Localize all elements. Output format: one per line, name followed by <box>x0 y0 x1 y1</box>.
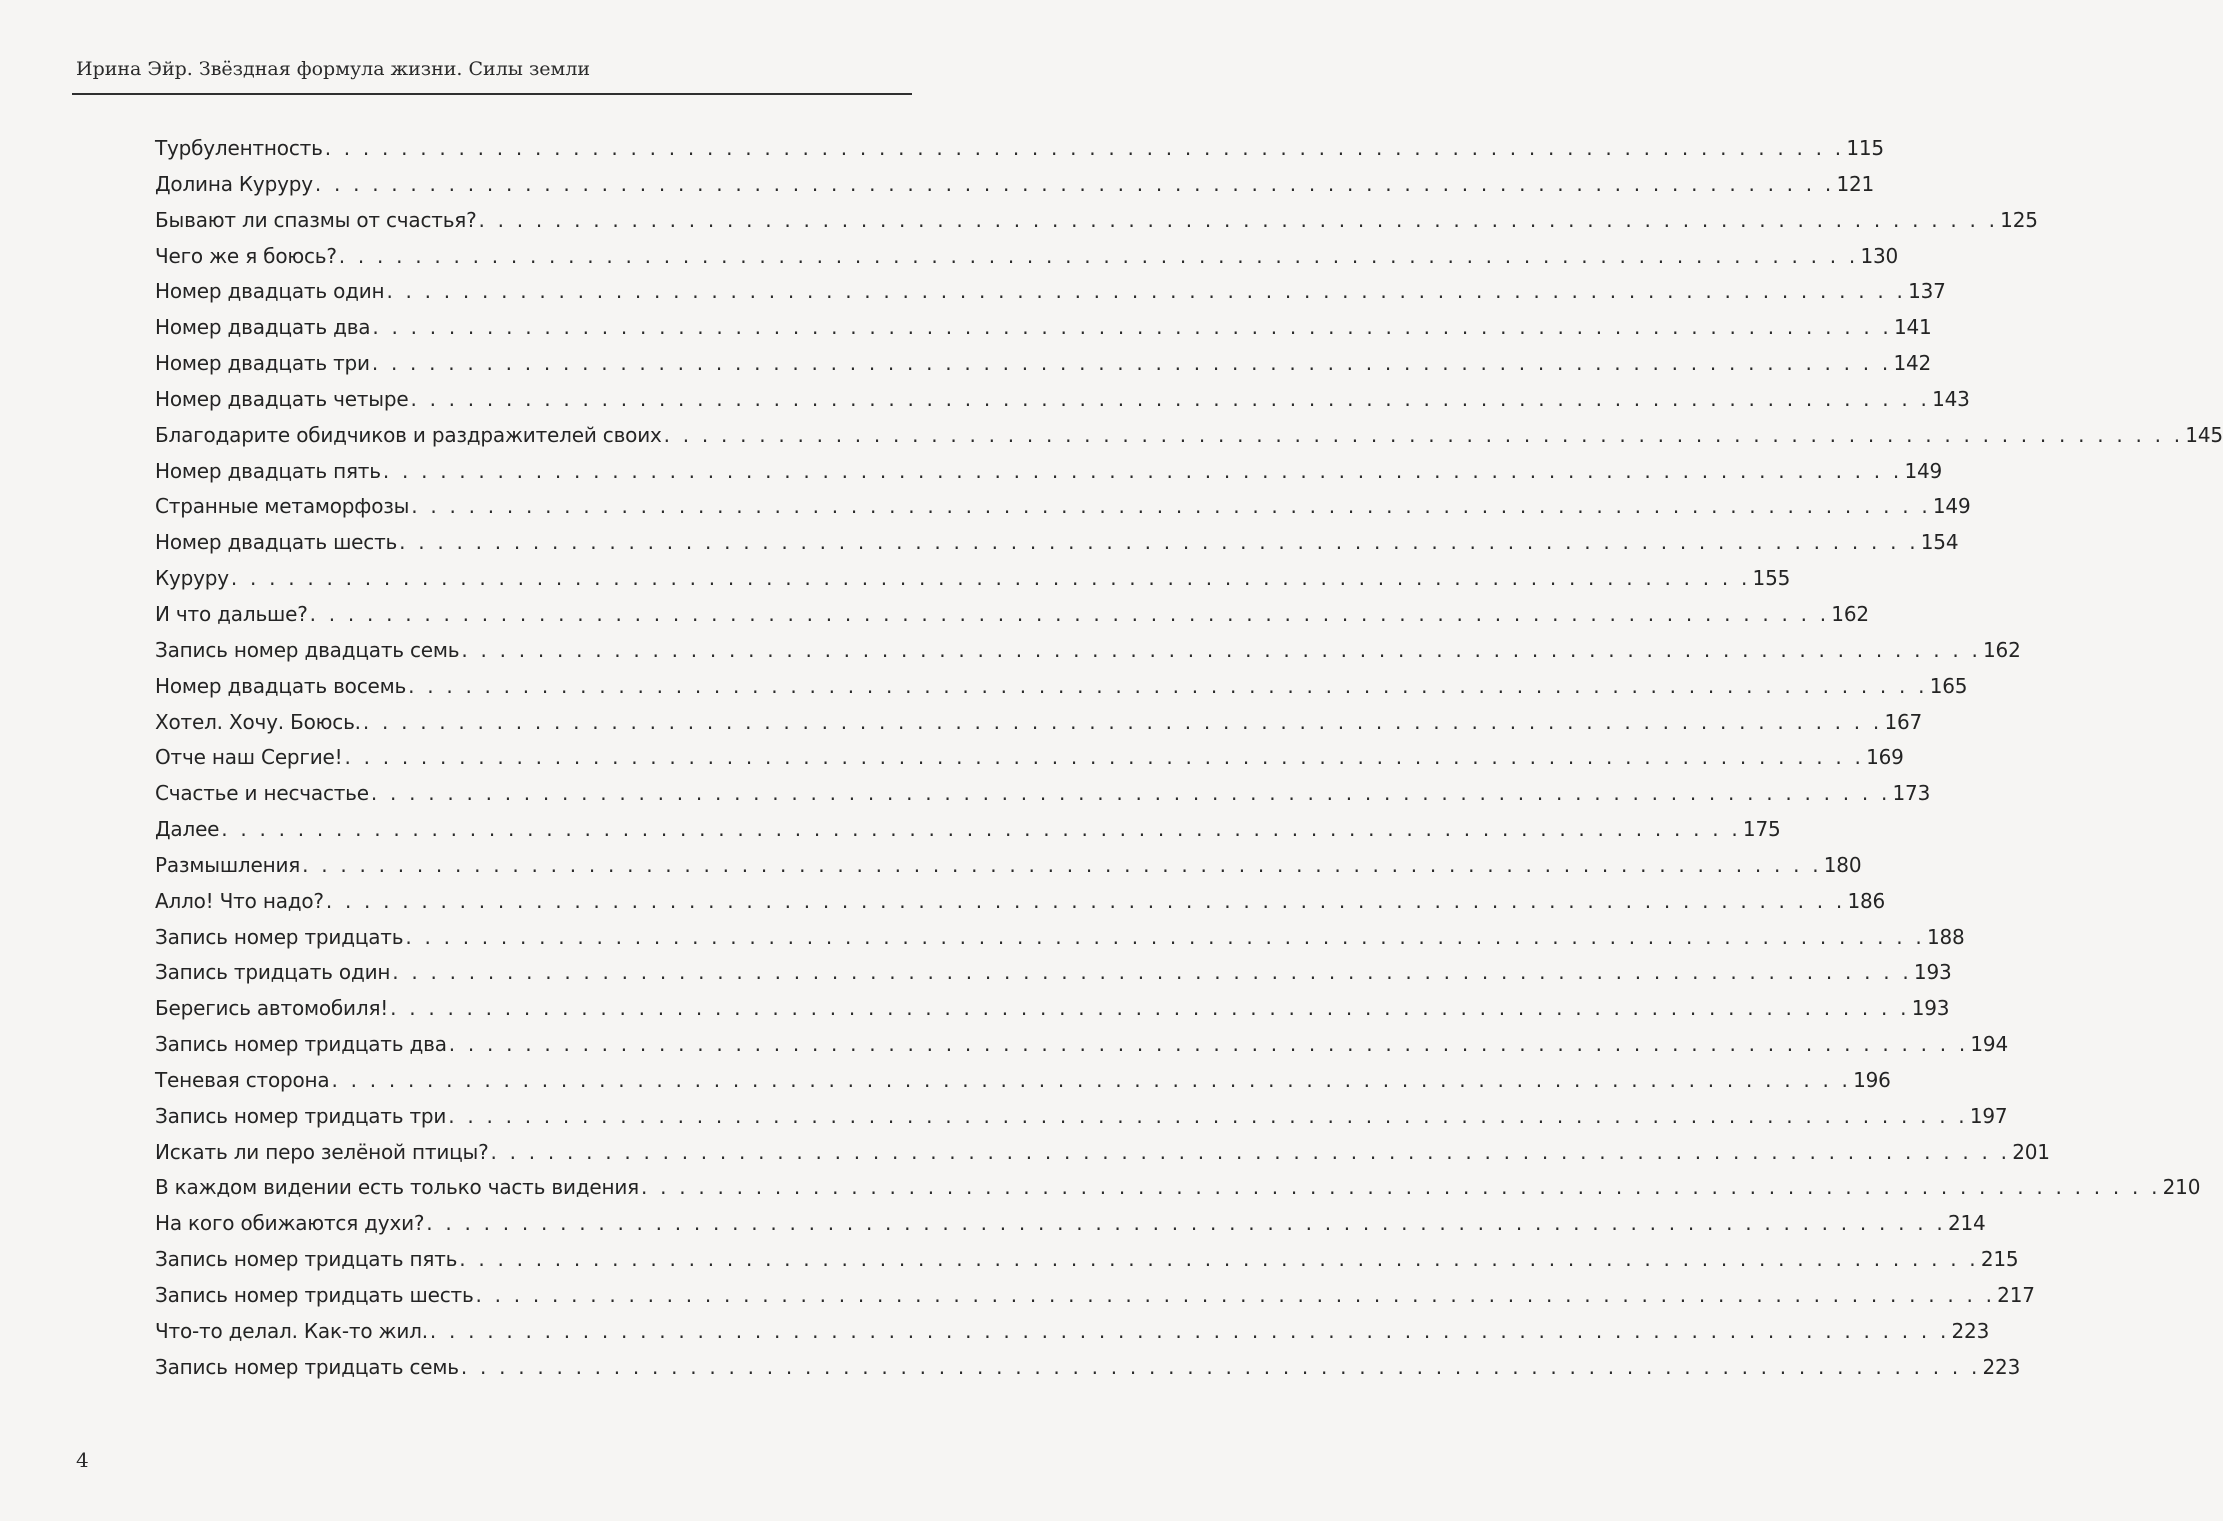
toc-entry <box>155 530 1959 566</box>
toc-entry-page: 217 <box>1997 1283 2035 1307</box>
toc-entry <box>155 1139 2050 1176</box>
toc-dot-leader: . . . . . . . . . . . . . . . . . . . . . . . . . . . . . . . . . . . . . . . . . . . . . . . . . . . . . . . . . . . . . . . . . . . . . . . . . . . . . . . . <box>331 1067 1852 1092</box>
toc-entry-title: Что-то делал. Как-то жил. <box>155 1318 428 1343</box>
toc-entry <box>155 996 1950 1032</box>
toc-entry-page: 175 <box>1742 817 1781 842</box>
toc-entry-title: Турбулентность <box>155 136 323 160</box>
toc-entry <box>155 315 1932 351</box>
toc-dot-leader: . . . . . . . . . . . . . . . . . . . . . . . . . . . . . . . . . . . . . . . . . . . . . . . . . . . . . . . . . . . . . . . . . . . . . . . . . . . . . . . . <box>372 315 1892 340</box>
toc-entry <box>155 1283 2035 1319</box>
toc-entry-title: Размышления <box>155 852 301 877</box>
toc-dot-leader: . . . . . . . . . . . . . . . . . . . . . . . . . . . . . . . . . . . . . . . . . . . . . . . . . . . . . . . . . . . . . . . . . . . . . . . . . . . . . . . . <box>390 996 1910 1021</box>
toc-entry <box>155 458 1943 495</box>
toc-entry <box>155 1247 2019 1283</box>
toc-entry-title: Алло! Что надо? <box>155 888 324 913</box>
toc-entry-page: 193 <box>1911 996 1950 1021</box>
toc-entry-title: Отче наш Сергие! <box>155 745 343 770</box>
toc-entry-title: Запись номер тридцать пять <box>155 1247 458 1272</box>
toc-dot-leader: . . . . . . . . . . . . . . . . . . . . . . . . . . . . . . . . . . . . . . . . . . . . . . . . . . . . . . . . . . . . . . . . . . . . . . . . . . . . . . . . <box>324 136 1845 160</box>
toc-dot-leader: . . . . . . . . . . . . . . . . . . . . . . . . . . . . . . . . . . . . . . . . . . . . . . . . . . . . . . . . . . . . . . . . . . . . . . . . . . . . . . . . <box>382 458 1903 483</box>
toc-entry-page: 186 <box>1847 888 1886 913</box>
toc-entry <box>155 601 1869 638</box>
toc-entry <box>155 817 1781 853</box>
toc-entry-page: 193 <box>1913 960 1952 985</box>
toc-dot-leader: . . . . . . . . . . . . . . . . . . . . . . . . . . . . . . . . . . . . . . . . . . . . . . . . . . . . . . . . . . . . . . . . . . . . . . . . . . . . . . . . <box>370 781 1891 806</box>
toc-entry <box>155 745 1904 781</box>
toc-entry <box>155 888 1886 925</box>
toc-dot-leader: . . . . . . . . . . . . . . . . . . . . . . . . . . . . . . . . . . . . . . . . . . . . . . . . . . . . . . . . . . . . . . . . . . . . . . . . . . . . . . . . <box>641 1175 2161 1200</box>
toc-entry-page: 173 <box>1892 781 1931 806</box>
toc-entry <box>155 171 1875 208</box>
toc-entry-page: 180 <box>1823 852 1862 877</box>
toc-entry-page: 169 <box>1866 745 1904 770</box>
toc-entry <box>155 1067 1891 1104</box>
toc-entry <box>155 243 1899 280</box>
toc-entry-page: 143 <box>1932 386 1970 411</box>
toc-entry-title: В каждом видении есть только часть видения <box>155 1175 640 1200</box>
toc-dot-leader: . . . . . . . . . . . . . . . . . . . . . . . . . . . . . . . . . . . . . . . . . . . . . . . . . . . . . . . . . . . . . . . . . . . . . . . . . . . . . . . . <box>459 1247 1979 1272</box>
toc-entry-page: 167 <box>1884 709 1923 734</box>
toc-dot-leader: . . . . . . . . . . . . . . . . . . . . . . . . . . . . . . . . . . . . . . . . . . . . . . . . . . . . . . . . . . . . . . . . . . . . . . . . . . . . . . . . <box>448 1103 1968 1128</box>
toc-dot-leader: . . . . . . . . . . . . . . . . . . . . . . . . . . . . . . . . . . . . . . . . . . . . . . . . . . . . . . . . . . . . . . . . . . . . . . . . . . . . . . . . <box>399 530 1919 555</box>
toc-entry-page: 194 <box>1970 1032 2008 1057</box>
toc-entry-title: Номер двадцать пять <box>155 458 381 483</box>
toc-entry <box>155 1032 2008 1068</box>
toc-entry-title: Номер двадцать шесть <box>155 530 398 555</box>
toc-entry <box>155 386 1970 423</box>
toc-entry-page: 137 <box>1908 279 1946 304</box>
toc-entry-title: Номер двадцать восемь <box>155 673 407 698</box>
toc-entry-title: Счастье и несчастье <box>155 781 369 806</box>
toc-entry-title: Запись номер тридцать два <box>155 1032 447 1057</box>
toc-entry <box>155 852 1862 889</box>
running-head: Ирина Эйр. Звёздная формула жизни. Силы земли <box>76 58 591 80</box>
toc-entry-page: 149 <box>1904 458 1943 483</box>
toc-dot-leader: . . . . . . . . . . . . . . . . . . . . . . . . . . . . . . . . . . . . . . . . . . . . . . . . . . . . . . . . . . . . . . . . . . . . . . . . . . . . . . . . <box>408 673 1928 698</box>
toc-entry <box>155 351 1932 387</box>
toc-entry <box>155 1103 2008 1140</box>
toc-entry <box>155 136 1884 172</box>
toc-entry-page: 115 <box>1846 136 1884 160</box>
toc-dot-leader: . . . . . . . . . . . . . . . . . . . . . . . . . . . . . . . . . . . . . . . . . . . . . . . . . . . . . . . . . . . . . . . . . . . . . . . . . . . . . . . . <box>461 637 1982 662</box>
toc-entry <box>155 1211 1986 1247</box>
toc-entry-title: Запись номер тридцать семь <box>155 1354 459 1379</box>
toc-entry <box>155 422 2223 459</box>
toc-dot-leader: . . . . . . . . . . . . . . . . . . . . . . . . . . . . . . . . . . . . . . . . . . . . . . . . . . . . . . . . . . . . . . . . . . . . . . . . . . . . . . . . <box>221 817 1741 842</box>
table-of-contents <box>155 136 2223 1391</box>
toc-entry-page: 223 <box>1982 1354 2021 1379</box>
page-number: 4 <box>76 1448 89 1472</box>
toc-entry <box>155 637 2021 674</box>
toc-dot-leader: . . . . . . . . . . . . . . . . . . . . . . . . . . . . . . . . . . . . . . . . . . . . . . . . . . . . . . . . . . . . . . . . . . . . . . . . . . . . . . . . <box>371 351 1892 376</box>
toc-entry-page: 201 <box>2012 1139 2050 1164</box>
toc-entry-page: 196 <box>1853 1067 1891 1092</box>
toc-entry-title: Номер двадцать четыре <box>155 386 409 411</box>
toc-dot-leader: . . . . . . . . . . . . . . . . . . . . . . . . . . . . . . . . . . . . . . . . . . . . . . . . . . . . . . . . . . . . . . . . . . . . . . . . . . . . . . . . <box>302 852 1822 877</box>
toc-entry-page: 162 <box>1983 637 2021 662</box>
toc-dot-leader: . . . . . . . . . . . . . . . . . . . . . . . . . . . . . . . . . . . . . . . . . . . . . . . . . . . . . . . . . . . . . . . . . . . . . . . . . . . . . . . . <box>448 1032 1969 1057</box>
toc-entry <box>155 781 1931 817</box>
toc-entry-title: Странные метаморфозы <box>155 494 410 519</box>
toc-dot-leader: . . . . . . . . . . . . . . . . . . . . . . . . . . . . . . . . . . . . . . . . . . . . . . . . . . . . . . . . . . . . . . . . . . . . . . . . . . . . . . . . <box>410 386 1931 411</box>
toc-entry-title: Номер двадцать три <box>155 351 370 376</box>
toc-entry-title: Берегись автомобиля! <box>155 996 389 1021</box>
toc-entry-page: 154 <box>1920 530 1959 555</box>
toc-entry <box>155 709 1923 746</box>
toc-entry <box>155 207 2038 244</box>
toc-entry-title: Куруру <box>155 566 229 591</box>
toc-entry-title: Долина Куруру <box>155 171 313 196</box>
toc-dot-leader: . . . . . . . . . . . . . . . . . . . . . . . . . . . . . . . . . . . . . . . . . . . . . . . . . . . . . . . . . . . . . . . . . . . . . . . . . . . . . . . . <box>344 745 1865 770</box>
toc-dot-leader: . . . . . . . . . . . . . . . . . . . . . . . . . . . . . . . . . . . . . . . . . . . . . . . . . . . . . . . . . . . . . . . . . . . . . . . . . . . . . . . . <box>338 243 1859 268</box>
toc-entry-page: 210 <box>2162 1175 2201 1200</box>
toc-entry-title: Искать ли перо зелёной птицы? <box>155 1139 489 1164</box>
toc-entry-title: И что дальше? <box>155 601 308 626</box>
toc-entry <box>155 1354 2021 1391</box>
header-rule <box>72 93 912 95</box>
toc-entry-title: Номер двадцать один <box>155 279 385 304</box>
toc-dot-leader: . . . . . . . . . . . . . . . . . . . . . . . . . . . . . . . . . . . . . . . . . . . . . . . . . . . . . . . . . . . . . . . . . . . . . . . . . . . . . . . . <box>230 566 1751 591</box>
toc-entry-title: Запись номер тридцать шесть <box>155 1283 474 1307</box>
toc-entry-page: 121 <box>1836 171 1875 196</box>
toc-entry-page: 141 <box>1894 315 1932 340</box>
toc-dot-leader: . . . . . . . . . . . . . . . . . . . . . . . . . . . . . . . . . . . . . . . . . . . . . . . . . . . . . . . . . . . . . . . . . . . . . . . . . . . . . . . . <box>426 1211 1946 1236</box>
toc-dot-leader: . . . . . . . . . . . . . . . . . . . . . . . . . . . . . . . . . . . . . . . . . . . . . . . . . . . . . . . . . . . . . . . . . . . . . . . . . . . . . . . . <box>405 924 1925 949</box>
toc-dot-leader: . . . . . . . . . . . . . . . . . . . . . . . . . . . . . . . . . . . . . . . . . . . . . . . . . . . . . . . . . . . . . . . . . . . . . . . . . . . . . . . . <box>314 171 1835 196</box>
toc-dot-leader: . . . . . . . . . . . . . . . . . . . . . . . . . . . . . . . . . . . . . . . . . . . . . . . . . . . . . . . . . . . . . . . . . . . . . . . . . . . . . . . . <box>490 1139 2011 1164</box>
toc-entry-title: Далее <box>155 817 220 842</box>
toc-entry-title: Запись номер двадцать семь <box>155 637 460 662</box>
toc-entry-page: 125 <box>2000 207 2038 232</box>
toc-entry-title: На кого обижаются духи? <box>155 1211 425 1236</box>
toc-entry <box>155 279 1946 315</box>
toc-entry <box>155 673 1968 710</box>
toc-entry-title: Бывают ли спазмы от счастья? <box>155 207 477 232</box>
toc-entry-page: 197 <box>1969 1103 2008 1128</box>
toc-entry-title: Теневая сторона <box>155 1067 330 1092</box>
toc-dot-leader: . . . . . . . . . . . . . . . . . . . . . . . . . . . . . . . . . . . . . . . . . . . . . . . . . . . . . . . . . . . . . . . . . . . . . . . . . . . . . . . . <box>475 1283 1996 1307</box>
toc-entry-page: 130 <box>1860 243 1899 268</box>
toc-entry <box>155 566 1791 602</box>
toc-entry <box>155 1175 2201 1211</box>
toc-entry-page: 149 <box>1932 494 1971 519</box>
toc-dot-leader: . . . . . . . . . . . . . . . . . . . . . . . . . . . . . . . . . . . . . . . . . . . . . . . . . . . . . . . . . . . . . . . . . . . . . . . . . . . . . . . . <box>460 1354 1981 1379</box>
toc-dot-leader: . . . . . . . . . . . . . . . . . . . . . . . . . . . . . . . . . . . . . . . . . . . . . . . . . . . . . . . . . . . . . . . . . . . . . . . . . . . . . . . . <box>325 888 1846 913</box>
toc-entry-title: Чего же я боюсь? <box>155 243 337 268</box>
toc-entry-title: Запись тридцать один <box>155 960 391 985</box>
toc-entry-page: 142 <box>1893 351 1932 376</box>
toc-entry <box>155 494 1971 530</box>
toc-dot-leader: . . . . . . . . . . . . . . . . . . . . . . . . . . . . . . . . . . . . . . . . . . . . . . . . . . . . . . . . . . . . . . . . . . . . . . . . . . . . . . . . <box>429 1318 1950 1343</box>
toc-entry-page: 223 <box>1951 1318 1990 1343</box>
toc-entry-title: Номер двадцать два <box>155 315 371 340</box>
toc-entry-page: 215 <box>1980 1247 2019 1272</box>
toc-entry-title: Запись номер тридцать <box>155 924 404 949</box>
toc-entry-page: 155 <box>1752 566 1791 591</box>
toc-entry <box>155 924 1965 961</box>
toc-entry-title: Запись номер тридцать три <box>155 1103 447 1128</box>
toc-entry-page: 188 <box>1926 924 1965 949</box>
toc-dot-leader: . . . . . . . . . . . . . . . . . . . . . . . . . . . . . . . . . . . . . . . . . . . . . . . . . . . . . . . . . . . . . . . . . . . . . . . . . . . . . . . . <box>663 422 2184 447</box>
toc-entry <box>155 960 1952 996</box>
toc-entry-page: 162 <box>1831 601 1869 626</box>
toc-dot-leader: . . . . . . . . . . . . . . . . . . . . . . . . . . . . . . . . . . . . . . . . . . . . . . . . . . . . . . . . . . . . . . . . . . . . . . . . . . . . . . . . <box>411 494 1931 519</box>
toc-dot-leader: . . . . . . . . . . . . . . . . . . . . . . . . . . . . . . . . . . . . . . . . . . . . . . . . . . . . . . . . . . . . . . . . . . . . . . . . . . . . . . . . <box>478 207 1999 232</box>
toc-entry-page: 214 <box>1947 1211 1986 1236</box>
toc-dot-leader: . . . . . . . . . . . . . . . . . . . . . . . . . . . . . . . . . . . . . . . . . . . . . . . . . . . . . . . . . . . . . . . . . . . . . . . . . . . . . . . . <box>386 279 1907 304</box>
toc-entry-page: 165 <box>1929 673 1968 698</box>
toc-entry <box>155 1318 1990 1355</box>
toc-dot-leader: . . . . . . . . . . . . . . . . . . . . . . . . . . . . . . . . . . . . . . . . . . . . . . . . . . . . . . . . . . . . . . . . . . . . . . . . . . . . . . . . <box>362 709 1883 734</box>
toc-entry-title: Хотел. Хочу. Боюсь. <box>155 709 361 734</box>
toc-entry-page: 145 <box>2185 422 2223 447</box>
toc-entry-title: Благодарите обидчиков и раздражителей своих <box>155 422 662 447</box>
toc-dot-leader: . . . . . . . . . . . . . . . . . . . . . . . . . . . . . . . . . . . . . . . . . . . . . . . . . . . . . . . . . . . . . . . . . . . . . . . . . . . . . . . . <box>309 601 1830 626</box>
toc-dot-leader: . . . . . . . . . . . . . . . . . . . . . . . . . . . . . . . . . . . . . . . . . . . . . . . . . . . . . . . . . . . . . . . . . . . . . . . . . . . . . . . . <box>392 960 1912 985</box>
